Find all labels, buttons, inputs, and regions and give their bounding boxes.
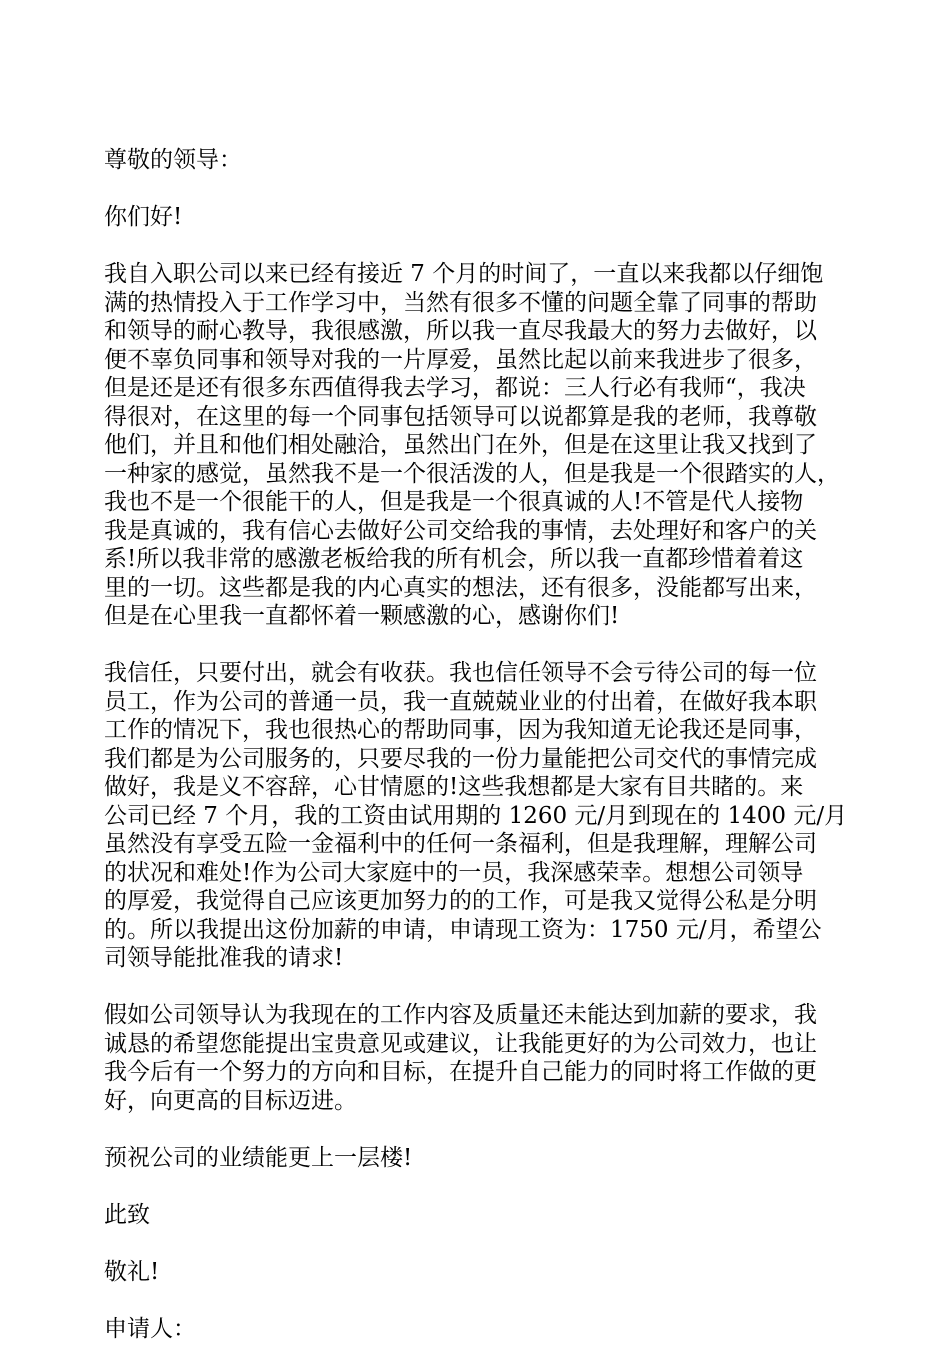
body-paragraph-1: 我自入职公司以来已经有接近 7 个月的时间了，一直以来我都以仔细饱 满的热情投入于工作学习中，当然有很多不懂的问题全靠了同事的帮助 和领导的耐心教导，我很感激，所以我一直尽我最大的努力去做好，以 便不辜负同事和领导对我的一片厚爱，虽然比起以前来我进步了很多， 但是还是还有很多东西值得我去学习，都说：三人行必有我师“，我决 得很对，在这里的每一个同事包括领导可以说都算是我的老师，我尊敬 他们，并且和他们相处融洽，虽然出门在外，但是在这里让我又找到了 一种家的感觉，虽然我不是一个很活泼的人，但是我是一个很踏实的人， 我也不是一个很能干的人，但是我是一个很真诚的人!不管是代人接物 我是真诚的，我有信心去做好公司交给我的事情，去处理好和客户的关 系!所以我非常的感激老板给我的所有机会，所以我一直都珍惜着着这 里的一切。这些都是我的内心真实的想法，还有很多，没能都写出来， 但是在心里我一直都怀着一颗感激的心，感谢你们! xyxy=(104,261,840,629)
body-paragraph-2: 我信任，只要付出，就会有收获。我也信任领导不会亏待公司的每一位 员工，作为公司的普通一员，我一直兢兢业业的付出着，在做好我本职 工作的情况下，我也很热心的帮助同事，因为我知道无论我还是同事， 我们都是为公司服务的，只要尽我的一份力量能把公司交代的事情完成 做好，我是义不容辞，心甘情愿的!这些我想都是大家有目共睹的。来 公司已经 7 个月，我的工资由试用期的 1260 元/月到现在的 1400 元/月 虽然没有享受五险一金福利中的任何一条福利，但是我理解，理解公司 的状况和难处!作为公司大家庭中的一员，我深感荣幸。想想公司领导 的厚爱，我觉得自己应该更加努力的的工作，可是我又觉得公私是分明 的。所以我提出这份加薪的申请，申请现工资为：1750 元/月，希望公 司领导能批准我的请求! xyxy=(104,660,848,971)
closing-line-1: 此致 xyxy=(104,1201,150,1228)
wish-line: 预祝公司的业绩能更上一层楼! xyxy=(104,1144,413,1171)
closing-line-2: 敬礼! xyxy=(104,1258,160,1285)
letter-document xyxy=(104,146,864,1372)
salutation: 尊敬的领导： xyxy=(104,147,242,173)
greeting: 你们好! xyxy=(104,204,183,230)
body-paragraph-3: 假如公司领导认为我现在的工作内容及质量还未能达到加薪的要求，我 诚恳的希望您能提出宝贵意见或建议，让我能更好的为公司效力，也让 我今后有一个努力的方向和目标，在提升自己能力的同时将工作做的更 好，向更高的目标迈进。 xyxy=(104,1002,817,1114)
signature-label: 申请人： xyxy=(104,1315,196,1342)
